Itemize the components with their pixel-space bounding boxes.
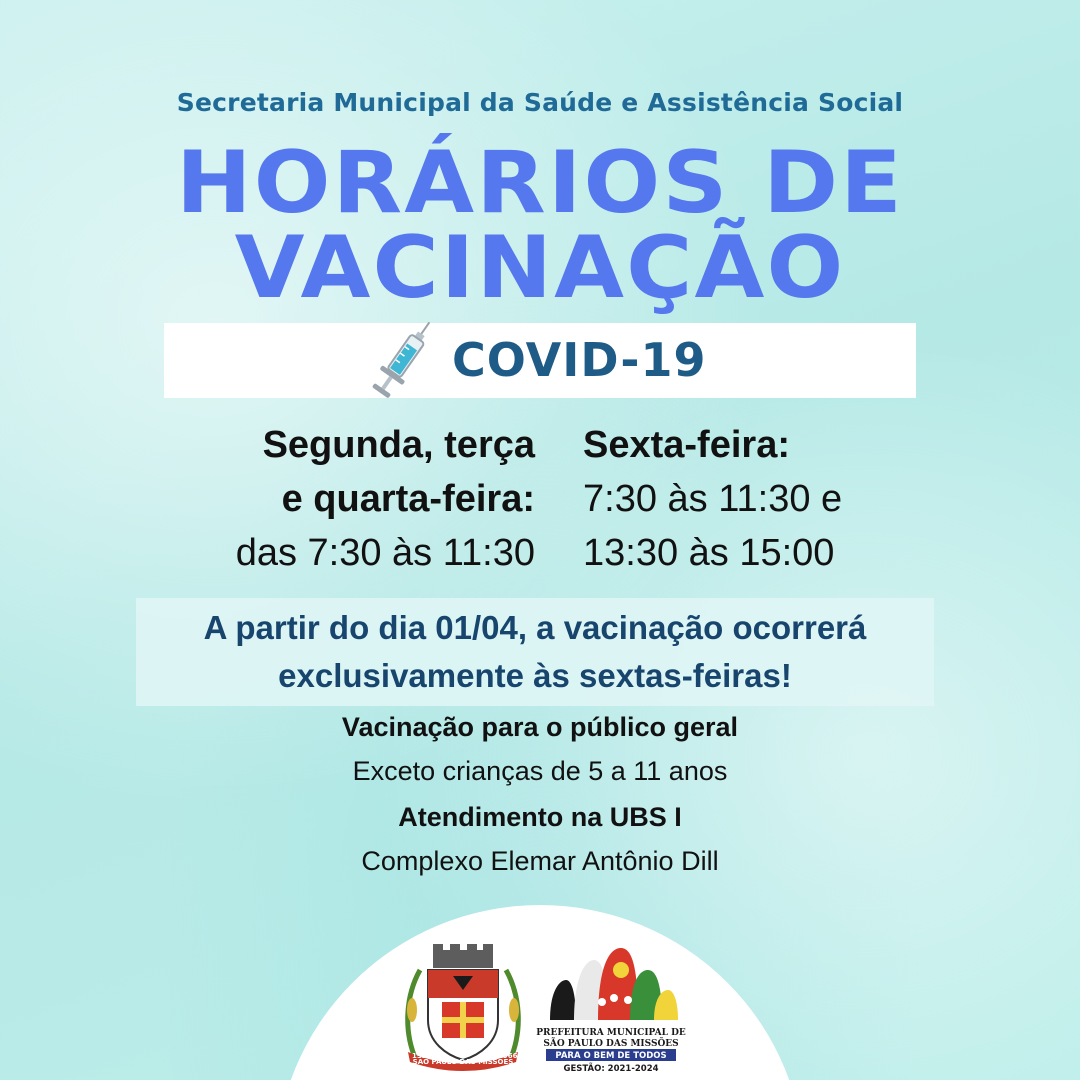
- prefeitura-term: GESTÃO: 2021-2024: [563, 1064, 659, 1074]
- page-title-line1: HORÁRIOS DE: [176, 133, 904, 233]
- crest-year-right: 1966: [498, 1052, 518, 1060]
- prefeitura-logo: [536, 940, 686, 1080]
- department-name: Secretaria Municipal da Saúde e Assistência Social: [176, 88, 904, 117]
- friday-label: Sexta-feira:: [583, 424, 790, 466]
- prefeitura-slogan: PARA O BEM DE TODOS: [555, 1051, 667, 1061]
- friday-hours-line2: 13:30 às 15:00: [583, 532, 835, 574]
- prefeitura-line1: PREFEITURA MUNICIPAL DE: [536, 1028, 686, 1038]
- location-title: Atendimento na UBS I: [398, 802, 682, 832]
- covid-label: COVID-19: [452, 333, 707, 387]
- location-detail: Complexo Elemar Antônio Dill: [361, 846, 719, 876]
- weekdays-hours: das 7:30 às 11:30: [235, 532, 535, 574]
- audience-exception: Exceto crianças de 5 a 11 anos: [352, 756, 728, 786]
- crest-year-left: 1931: [412, 1052, 432, 1060]
- notice-line1: A partir do dia 01/04, a vacinação ocorrerá: [203, 609, 867, 646]
- friday-hours-line1: 7:30 às 11:30 e: [583, 478, 843, 520]
- syringe-icon: [368, 312, 438, 408]
- weekdays-line2: e quarta-feira:: [281, 478, 535, 520]
- prefeitura-line2: SÃO PAULO DAS MISSÕES: [543, 1039, 679, 1049]
- municipal-crest-logo: [398, 940, 528, 1075]
- crest-ribbon-text: SÃO PAULO DAS MISSÕES: [412, 1058, 514, 1066]
- schedule-friday: [583, 418, 983, 580]
- weekdays-line1: Segunda, terça: [262, 424, 535, 466]
- notice-line2: exclusivamente às sextas-feiras!: [278, 657, 792, 694]
- audience-title: Vacinação para o público geral: [341, 712, 739, 742]
- notice-text: [136, 604, 934, 700]
- page-title-line2: VACINAÇÃO: [234, 218, 846, 318]
- schedule-weekdays: [140, 418, 535, 580]
